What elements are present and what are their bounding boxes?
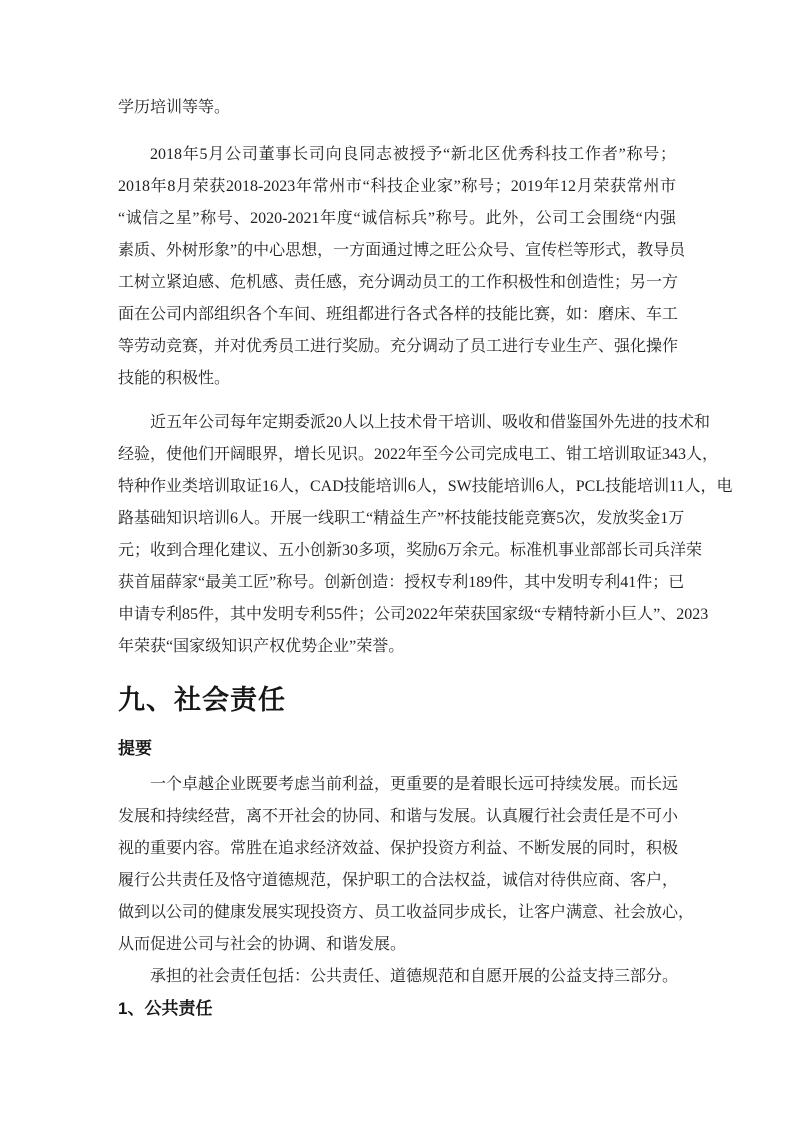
paragraph-line: “诚信之星”称号、2020-2021年度“诚信标兵”称号。此外，公司工会围绕“内强: [118, 210, 676, 227]
paragraph-line: 特种作业类培训取证16人，CAD技能培训6人，SW技能培训6人，PCL技能培训11人，电: [118, 478, 733, 495]
summary-label: 提要: [118, 739, 152, 758]
paragraph-line: 工树立紧迫感、危机感、责任感，充分调动员工的工作积极性和创造性；另一方: [118, 274, 679, 291]
paragraph-line: 做到以公司的健康发展实现投资方、员工收益同步成长，让客户满意、社会放心，: [118, 904, 695, 921]
paragraph-line: 面在公司内部组织各个车间、班组都进行各式各样的技能比赛，如：磨床、车工: [118, 306, 679, 323]
paragraph-scope: [118, 961, 679, 993]
paragraph-line: 2018年8月荣获2018-2023年常州市“科技企业家”称号；2019年12月荣获常州市: [118, 178, 676, 195]
paragraph-line: 一个卓越企业既要考虑当前利益，更重要的是着眼长远可持续发展。而长远: [150, 776, 679, 793]
paragraph-awards: [118, 139, 686, 395]
paragraph-line: 学历培训等等。: [118, 99, 231, 116]
paragraph-training: [118, 407, 733, 663]
paragraph-line: 视的重要内容。常胜在追求经济效益、保护投资方利益、不断发展的同时，积极: [118, 840, 679, 857]
paragraph-line: 经验，使他们开阔眼界，增长见识。2022年至今公司完成电工、钳工培训取证343人，: [118, 446, 719, 463]
paragraph-line: 近五年公司每年定期委派20人以上技术骨干培训、吸收和借鉴国外先进的技术和: [150, 414, 711, 431]
section-heading-social-responsibility: 九、社会责任: [118, 685, 286, 715]
paragraph-line: 履行公共责任及恪守道德规范，保护职工的合法权益，诚信对待供应商、客户，: [118, 872, 679, 889]
paragraph-line: 获首届薛家“最美工匠”称号。创新创造：授权专利189件，其中发明专利41件；已: [118, 574, 685, 591]
paragraph-line: 发展和持续经营，离不开社会的协同、和谐与发展。认真履行社会责任是不可小: [118, 808, 679, 825]
paragraph-line: 路基础知识培训6人。开展一线职工“精益生产”杯技能技能竞赛5次，发放奖金1万: [118, 510, 685, 527]
paragraph-line: 2018年5月公司董事长司向良同志被授予“新北区优秀科技工作者”称号；: [150, 146, 676, 163]
subsection-heading-public-responsibility: 1、公共责任: [118, 999, 213, 1018]
paragraph-line: 元；收到合理化建议、五小创新30多项，奖励6万余元。标准机事业部部长司兵洋荣: [118, 542, 703, 559]
paragraph-line: 承担的社会责任包括：公共责任、道德规范和自愿开展的公益支持三部分。: [150, 968, 679, 985]
paragraph-line: 技能的积极性。: [118, 370, 231, 387]
paragraph-summary: [118, 769, 695, 961]
paragraph-line: 素质、外树形象”的中心思想，一方面通过博之旺公众号、宣传栏等形式，教导员: [118, 242, 686, 259]
paragraph-line: 从而促进公司与社会的协调、和谐发展。: [118, 936, 407, 953]
paragraph-line: 年荣获“国家级知识产权优势企业”荣誉。: [118, 638, 405, 655]
paragraph-tail: [118, 92, 676, 124]
paragraph-line: 等劳动竞赛，并对优秀员工进行奖励。充分调动了员工进行专业生产、强化操作: [118, 338, 679, 355]
paragraph-line: 申请专利85件，其中发明专利55件；公司2022年荣获国家级“专精特新小巨人”、2023: [118, 606, 709, 623]
